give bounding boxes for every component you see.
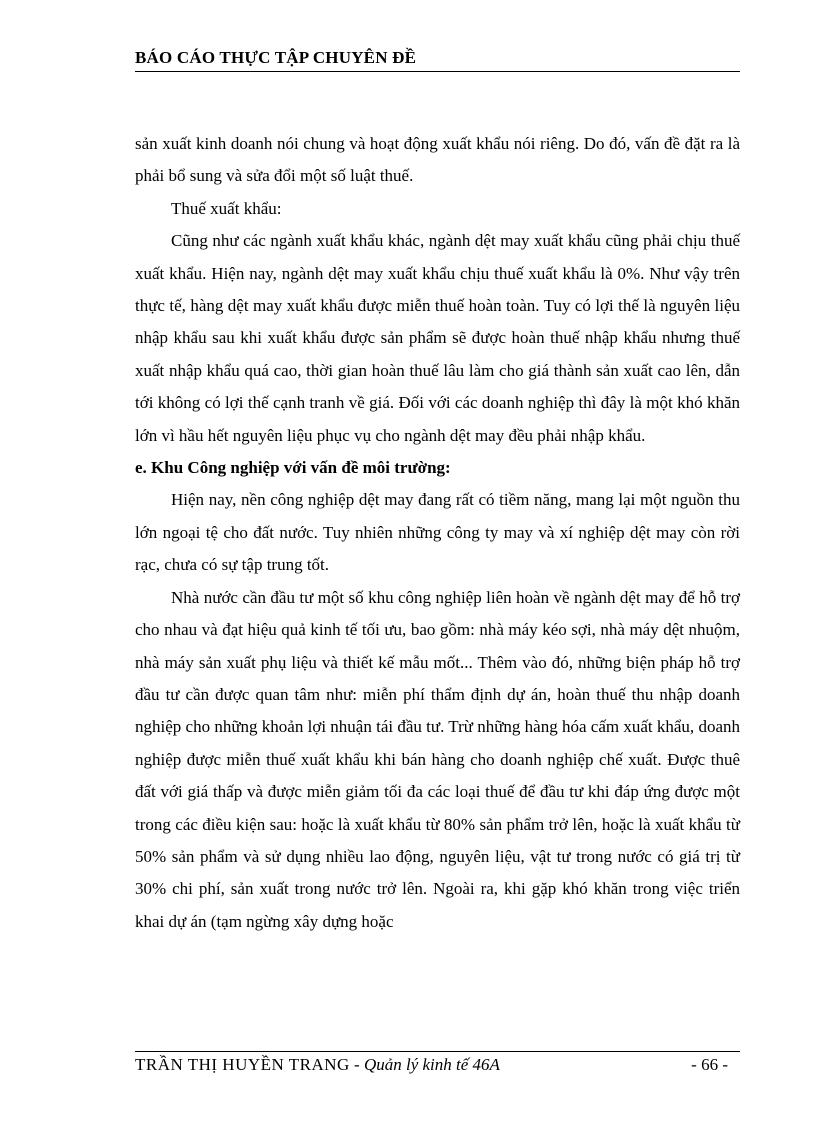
paragraph-export-tax-label: Thuế xuất khẩu: [171,198,282,218]
paragraph-continuation: sản xuất kinh doanh nói chung và hoạt động xuất khẩu nói riêng. Do đó, vấn đề đặt ra là phải bổ sung và sửa đổi một số luật thuế. [135,134,740,186]
page-body [135,128,740,938]
page-header-title: BÁO CÁO THỰC TẬP CHUYÊN ĐỀ [135,48,417,67]
footer-separator: - [349,1055,364,1074]
header-divider [135,71,740,72]
section-heading: e. Khu Công nghiệp với vấn đề môi trường: [135,458,451,478]
page-number: - 66 - [691,1055,728,1074]
footer-author: TRẦN THỊ HUYỀN TRANG [135,1055,350,1074]
footer-divider [135,1051,740,1052]
paragraph-industry-potential: Hiện nay, nền công nghiệp dệt may đang rất có tiềm năng, mang lại một nguồn thu lớn ngoại tệ cho đất nước. Tuy nhiên những công ty may và xí nghiệp dệt may còn rời rạc, chưa có sự tập trung tốt. [135,490,740,575]
footer-author-line [135,1055,500,1075]
footer-course: Quản lý kinh tế 46A [363,1055,500,1074]
paragraph-state-investment: Nhà nước cần đầu tư một số khu công nghiệp liên hoàn về ngành dệt may để hỗ trợ cho nhau và đạt hiệu quả kinh tế tối ưu, bao gồm: nhà máy kéo sợi, nhà máy dệt nhuộm, nhà máy sản xuất phụ liệu và thiết kế mẫu mốt... Thêm vào đó, những biện pháp hỗ trợ đầu tư cần được quan tâm như: miễn phí thẩm định dự án, hoàn thuế thu nhập doanh nghiệp cho những khoản lợi nhuận tái đầu tư. Trừ những hàng hóa cấm xuất khẩu, doanh nghiệp được miễn thuế xuất khẩu khi bán hàng cho doanh nghiệp chế xuất. Được thuê đất với giá thấp và được miễn giảm tối đa các loại thuế để đầu tư khi đáp ứng được một trong các điều kiện sau: hoặc là xuất khẩu từ 80% sản phẩm trở lên, hoặc là xuất khẩu từ 50% sản phẩm và sử dụng nhiều lao động, nguyên liệu, vật tư trong nước có giá trị từ 30% chi phí, sản xuất trong nước trở lên. Ngoài ra, khi gặp khó khăn trong việc triển khai dự án (tạm ngừng xây dựng hoặc [135,587,740,931]
paragraph-export-tax: Cũng như các ngành xuất khẩu khác, ngành dệt may xuất khẩu cũng phải chịu thuế xuất khẩu. Hiện nay, ngành dệt may xuất khẩu chịu thuế xuất khẩu là 0%. Như vậy trên thực tế, hàng dệt may xuất khẩu được miễn thuế hoàn toàn. Tuy có lợi thế là nguyên liệu nhập khẩu sau khi xuất khẩu được sản phẩm sẽ được hoàn thuế nhập khẩu nhưng thuế xuất nhập khẩu quá cao, thời gian hoàn thuế lâu làm cho giá thành sản xuất cao lên, dẫn tới không có lợi thế cạnh tranh về giá. Đối với các doanh nghiệp thì đây là một khó khăn lớn vì hầu hết nguyên liệu phục vụ cho ngành dệt may đều phải nhập khẩu. [135,231,740,445]
